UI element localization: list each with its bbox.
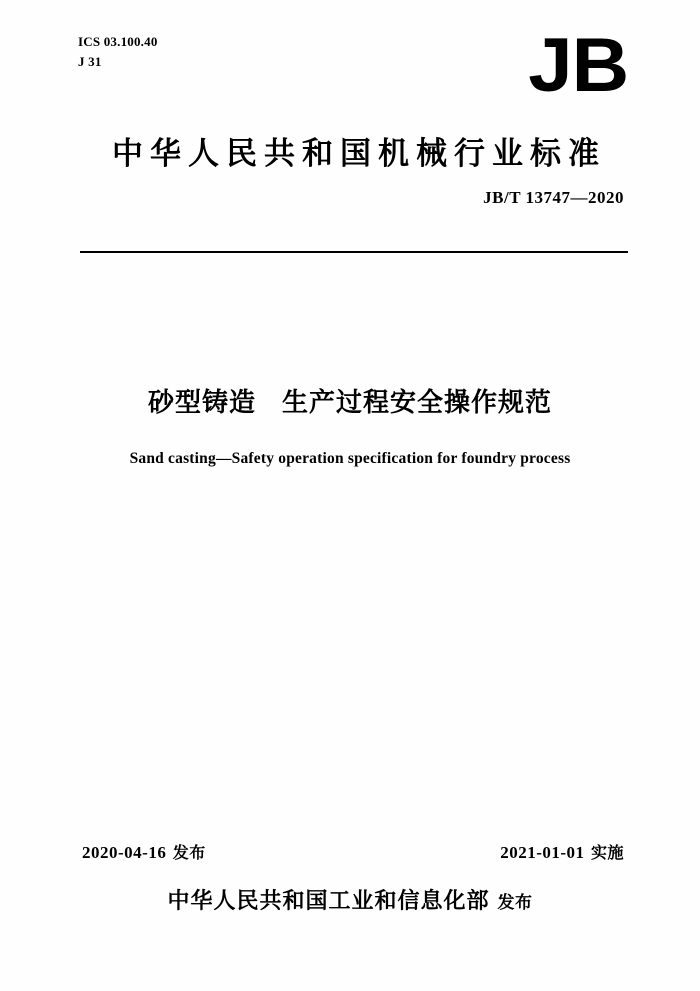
jb-logo: JB: [528, 23, 628, 108]
classification-code: J 31: [78, 54, 102, 69]
standard-authority-title: 中华人民共和国机械行业标准: [112, 136, 606, 172]
publisher-line: [0, 884, 700, 915]
ics-classification-block: [78, 32, 158, 72]
issue-dates-row: [82, 840, 624, 863]
publisher-name: 中华人民共和国工业和信息化部: [167, 889, 490, 914]
effective-label: 实施: [590, 843, 624, 862]
release-date-group: [82, 840, 206, 863]
release-date: 2020-04-16: [82, 843, 167, 862]
document-title-chinese: [0, 382, 700, 419]
standard-number: JB/T 13747—2020: [483, 188, 624, 207]
document-title-english: Sand casting—Safety operation specification for foundry process: [129, 450, 571, 467]
publisher-suffix: 发布: [497, 893, 533, 913]
document-title-chinese-part1: 砂型铸造: [147, 388, 256, 418]
document-title-chinese-part2: 生产过程安全操作规范: [282, 388, 553, 418]
effective-date: 2021-01-01: [500, 843, 585, 862]
header-divider: [80, 251, 628, 253]
effective-date-group: [500, 840, 624, 863]
ics-code: ICS 03.100.40: [78, 34, 158, 49]
release-label: 发布: [172, 843, 206, 862]
